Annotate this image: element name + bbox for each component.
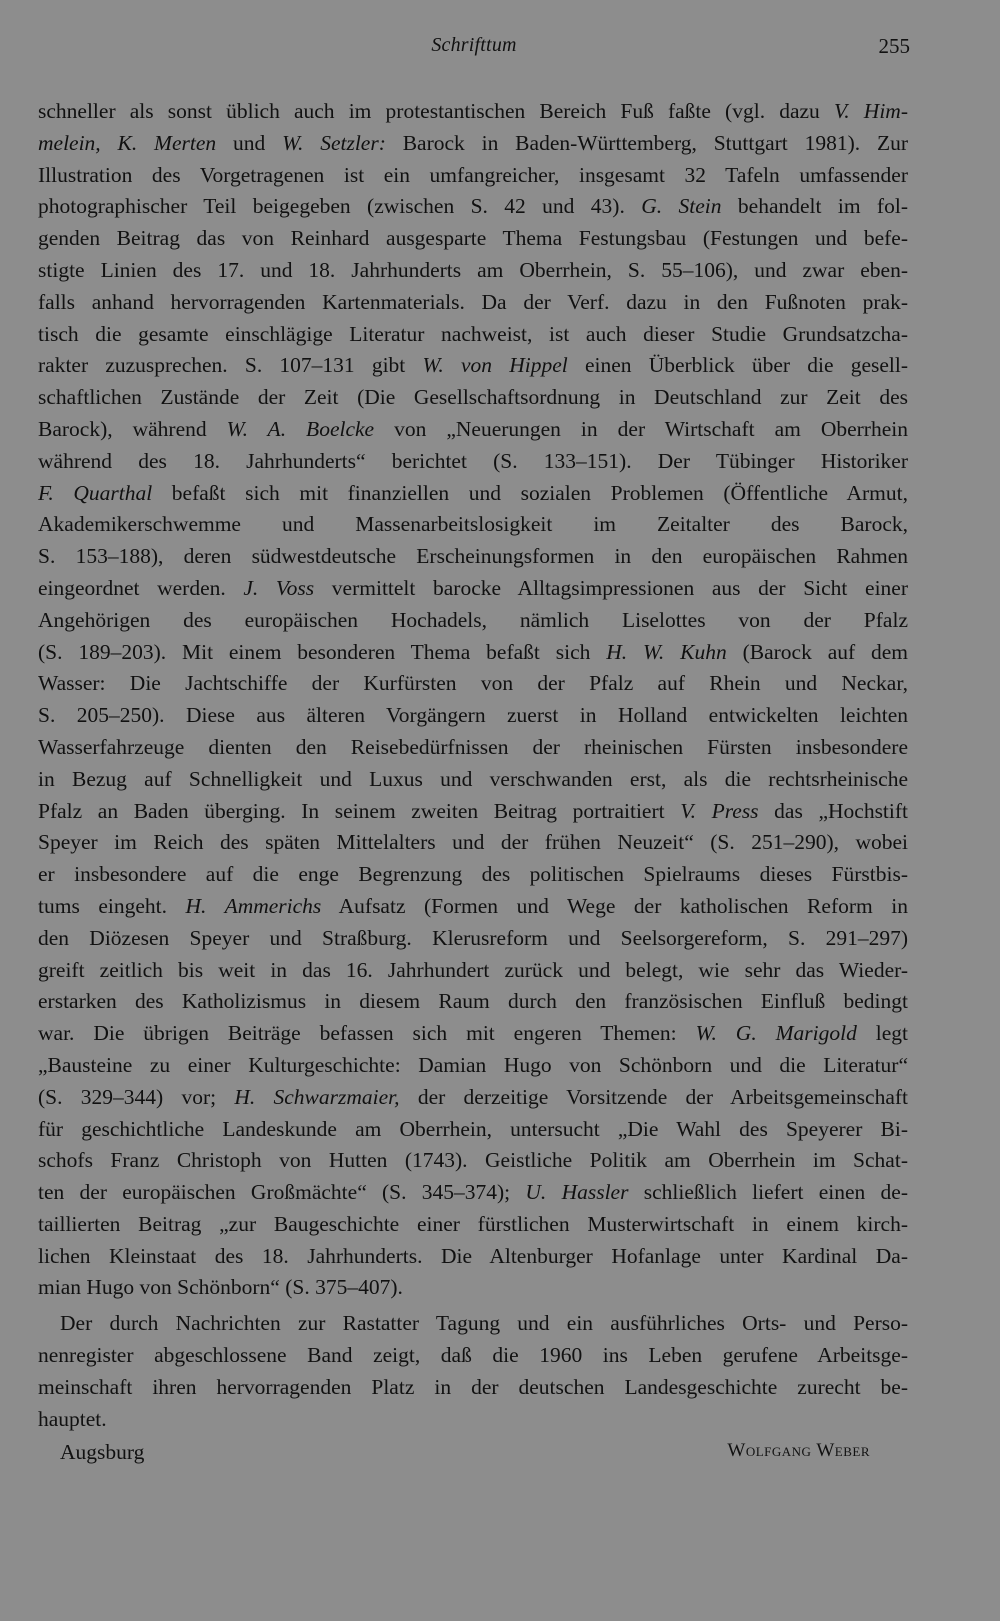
- text-segment: der derzeitige Vorsitzende der Arbeitsgemeinschaft: [399, 1084, 908, 1109]
- text-segment: Der durch Nachrichten zur Rastatter Tagung und ein ausführliches Orts- und Perso-: [60, 1311, 908, 1336]
- text-segment: Angehörigen des europäischen Hochadels, nämlich Liselottes von der Pfalz: [38, 607, 908, 632]
- text-segment: ten der europäischen Großmächte“ (S. 345–374);: [38, 1180, 526, 1205]
- text-line: [38, 891, 908, 923]
- text-segment: schofs Franz Christoph von Hutten (1743). Geistliche Politik am Oberrhein im Schat-: [38, 1148, 908, 1173]
- running-head: [38, 34, 910, 64]
- text-segment: für geschichtliche Landeskunde am Oberrhein, untersucht „Die Wahl des Speyerer Bi-: [38, 1116, 908, 1141]
- text-line: [38, 1114, 908, 1146]
- text-line: [38, 1241, 908, 1273]
- text-line: [38, 1018, 908, 1050]
- text-segment: legt: [856, 1021, 908, 1046]
- author-name-italic: J. Voss: [243, 575, 315, 600]
- text-line: [38, 573, 908, 605]
- text-line: [38, 668, 908, 700]
- text-segment: befaßt sich mit finanziellen und sozialen Problemen (Öffentliche Armut,: [152, 480, 908, 505]
- text-segment: den Diözesen Speyer und Straßburg. Klerusreform und Seelsorgereform, S. 291–297): [38, 925, 908, 950]
- text-line: [38, 1145, 908, 1177]
- text-segment: das „Hochstift: [758, 798, 909, 823]
- text-line: [38, 1177, 908, 1209]
- author-name-italic: V. Press: [680, 798, 759, 823]
- text-segment: einen Überblick über die gesell-: [567, 353, 909, 378]
- text-line: [38, 191, 908, 223]
- text-segment: Wasser: Die Jachtschiffe der Kurfürsten von der Pfalz auf Rhein und Neckar,: [38, 671, 908, 696]
- author-name-italic: F. Quarthal: [38, 480, 153, 505]
- body-text: [38, 96, 908, 1435]
- text-segment: tums eingeht.: [38, 893, 186, 918]
- text-line: [38, 255, 908, 287]
- text-segment: (S. 189–203). Mit einem besonderen Thema befaßt sich: [38, 639, 607, 664]
- text-segment: erstarken des Katholizismus in diesem Raum durch den französischen Einfluß bedingt: [38, 989, 908, 1014]
- text-segment: und: [216, 130, 283, 155]
- text-segment: falls anhand hervorragenden Kartenmaterials. Da der Verf. dazu in den Fußnoten prak-: [38, 289, 908, 314]
- text-segment: Akademikerschwemme und Massenarbeitslosigkeit im Zeitalter des Barock,: [38, 512, 908, 537]
- text-segment: rakter zuzusprechen. S. 107–131 gibt: [38, 353, 423, 378]
- author-name-italic: H. Ammerichs: [185, 893, 322, 918]
- text-line: [38, 446, 908, 478]
- text-line: [38, 859, 908, 891]
- text-line: [38, 478, 908, 510]
- signoff-place: Augsburg: [60, 1440, 145, 1464]
- text-line: [38, 955, 908, 987]
- text-segment: Wasserfahrzeuge dienten den Reisebedürfnissen der rheinischen Fürsten insbesondere: [38, 734, 908, 759]
- text-segment: S. 205–250). Diese aus älteren Vorgängern zuerst in Holland entwickelten leichten: [38, 703, 908, 728]
- text-segment: vermittelt barocke Alltagsimpressionen aus der Sicht einer: [314, 575, 908, 600]
- text-segment: Barock), während: [38, 416, 227, 441]
- text-line: [38, 128, 908, 160]
- text-line: [38, 1308, 908, 1340]
- text-segment: mian Hugo von Schönborn“ (S. 375–407).: [38, 1275, 403, 1300]
- text-segment: Pfalz an Baden überging. In seinem zweiten Beitrag portraitiert: [38, 798, 681, 823]
- text-segment: hauptet.: [38, 1406, 107, 1431]
- text-line: [38, 382, 908, 414]
- text-segment: photographischer Teil beigegeben (zwischen S. 42 und 43).: [38, 194, 642, 219]
- text-line: [38, 160, 908, 192]
- text-line: [38, 986, 908, 1018]
- signoff: [60, 1440, 870, 1472]
- text-segment: er insbesondere auf die enge Begrenzung des politischen Spielraums dieses Fürstbis-: [38, 862, 908, 887]
- text-line: [38, 764, 908, 796]
- text-segment: nenregister abgeschlossene Band zeigt, daß die 1960 ins Leben gerufene Arbeitsge-: [38, 1343, 908, 1368]
- text-line: [38, 223, 908, 255]
- text-segment: (Barock auf dem: [726, 639, 909, 664]
- text-segment: meinschaft ihren hervorragenden Platz in der deutschen Landesgeschichte zurecht be-: [38, 1374, 908, 1399]
- author-name-italic: G. Stein: [641, 194, 722, 219]
- text-line: [38, 96, 908, 128]
- text-segment: greift zeitlich bis weit in das 16. Jahrhundert zurück und belegt, wie sehr das Wieder-: [38, 957, 908, 982]
- text-line: [38, 287, 908, 319]
- text-segment: taillierten Beitrag „zur Baugeschichte einer fürstlichen Musterwirtschaft in einem kirch-: [38, 1211, 908, 1236]
- text-segment: schneller als sonst üblich auch im protestantischen Bereich Fuß faßte (vgl. dazu: [38, 99, 834, 123]
- text-segment: Illustration des Vorgetragenen ist ein umfangreicher, insgesamt 32 Tafeln umfassender: [38, 162, 908, 187]
- author-name-italic: H. W. Kuhn: [606, 639, 727, 664]
- text-line: [38, 637, 908, 669]
- author-name-italic: U. Hassler: [525, 1180, 629, 1205]
- text-line: [38, 1372, 908, 1404]
- text-segment: S. 153–188), deren südwestdeutsche Erscheinungsformen in den europäischen Rahmen: [38, 544, 908, 569]
- text-line: [38, 923, 908, 955]
- text-segment: eingeordnet werden.: [38, 575, 244, 600]
- text-line: [38, 319, 908, 351]
- text-segment: Aufsatz (Formen und Wege der katholischen Reform in: [321, 893, 908, 918]
- text-segment: Barock in Baden-Württemberg, Stuttgart 1981). Zur: [385, 130, 908, 155]
- text-line: [38, 1404, 908, 1436]
- text-line: [38, 1209, 908, 1241]
- text-segment: von „Neuerungen in der Wirtschaft am Oberrhein: [374, 416, 908, 441]
- text-line: [38, 1340, 908, 1372]
- text-segment: „Bausteine zu einer Kulturgeschichte: Damian Hugo von Schönborn und die Literatur“: [38, 1052, 908, 1077]
- page-number: 255: [878, 34, 910, 58]
- author-name-italic: W. von Hippel: [422, 353, 568, 378]
- text-line: [38, 1272, 908, 1304]
- text-segment: in Bezug auf Schnelligkeit und Luxus und verschwanden erst, als die rechtsrheinische: [38, 766, 908, 791]
- text-line: [38, 509, 908, 541]
- author-name-italic: W. Setzler:: [282, 130, 386, 155]
- author-name-italic: melein, K. Merten: [38, 130, 217, 155]
- text-segment: schaftlichen Zustände der Zeit (Die Gesellschaftsordnung in Deutschland zur Zeit des: [38, 385, 908, 410]
- text-line: [38, 541, 908, 573]
- text-segment: war. Die übrigen Beiträge befassen sich mit engeren Themen:: [38, 1021, 696, 1046]
- text-line: [38, 700, 908, 732]
- text-line: [38, 1050, 908, 1082]
- text-segment: behandelt im fol-: [721, 194, 908, 219]
- text-segment: während des 18. Jahrhunderts“ berichtet (S. 133–151). Der Tübinger Historiker: [38, 448, 908, 473]
- running-title: Schrifttum: [431, 34, 517, 56]
- text-segment: lichen Kleinstaat des 18. Jahrhunderts. Die Altenburger Hofanlage unter Kardinal Da-: [38, 1243, 908, 1268]
- author-name-italic: H. Schwarzmaier,: [234, 1084, 400, 1109]
- author-name-italic: W. A. Boelcke: [226, 416, 375, 441]
- text-line: [38, 605, 908, 637]
- author-name-italic: W. G. Marigold: [695, 1021, 857, 1046]
- text-line: [38, 732, 908, 764]
- text-segment: schließlich liefert einen de-: [628, 1180, 908, 1205]
- text-line: [38, 414, 908, 446]
- text-segment: stigte Linien des 17. und 18. Jahrhunderts am Oberrhein, S. 55–106), und zwar eben-: [38, 257, 908, 282]
- text-line: [38, 796, 908, 828]
- author-name-italic: V. Him-: [833, 99, 908, 123]
- text-line: [38, 827, 908, 859]
- text-segment: (S. 329–344) vor;: [38, 1084, 235, 1109]
- text-line: [38, 350, 908, 382]
- text-segment: tisch die gesamte einschlägige Literatur nachweist, ist auch dieser Studie Grundsatzcha-: [38, 321, 908, 346]
- text-segment: genden Beitrag das von Reinhard ausgesparte Thema Festungsbau (Festungen und befe-: [38, 226, 908, 251]
- text-line: [38, 1082, 908, 1114]
- signoff-author: Wolfgang Weber: [727, 1440, 870, 1461]
- text-segment: Speyer im Reich des späten Mittelalters und der frühen Neuzeit“ (S. 251–290), wobei: [38, 830, 908, 855]
